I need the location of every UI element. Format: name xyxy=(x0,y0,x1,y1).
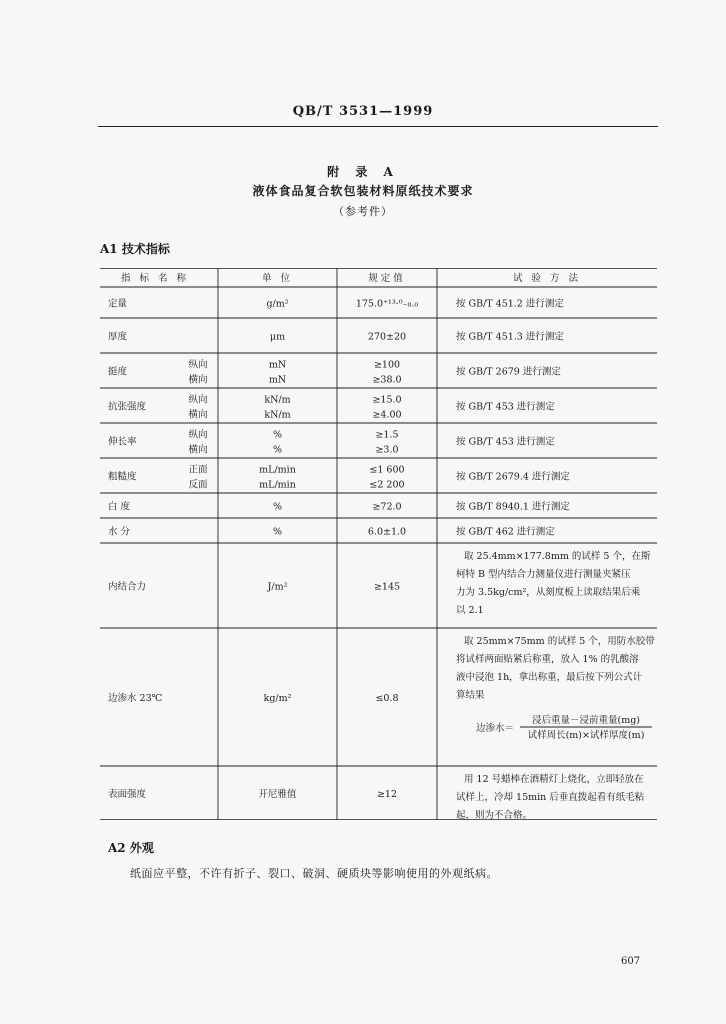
table-header-cell: 试 验 方 法 xyxy=(512,273,582,284)
row-value: ≤0.8 xyxy=(375,693,399,704)
row-value: ≥12 xyxy=(376,789,398,800)
row-name: 定量 xyxy=(108,298,128,310)
row-value: ≥4.00 xyxy=(372,409,402,421)
row-value: ≤1 600 xyxy=(369,464,405,476)
row-method-line: 以 2.1 xyxy=(456,605,484,616)
row-unit: mN xyxy=(268,359,287,371)
row-method-line: 用 12 号蜡棒在酒精灯上烧化，立即轻放在 xyxy=(464,774,644,785)
row-subname: 纵向 xyxy=(188,394,208,406)
row-unit: % xyxy=(272,444,283,456)
row-unit: kN/m xyxy=(264,394,291,406)
row-value: ≥145 xyxy=(373,581,401,593)
table-header-cell: 规定值 xyxy=(368,273,406,284)
row-method-line: 取 25.4mm×177.8mm 的试样 5 个，在斯 xyxy=(464,551,651,562)
row-name: 水 分 xyxy=(108,526,131,538)
row-method: 按 GB/T 451.2 进行测定 xyxy=(456,298,564,310)
formula-lhs: 边渗水＝ xyxy=(476,723,515,734)
row-unit: % xyxy=(272,501,283,513)
section-a1-title: A1 技术指标 xyxy=(100,242,170,256)
row-value: ≥100 xyxy=(373,359,401,371)
row-name: 边渗水 23℃ xyxy=(108,693,163,704)
row-subname: 正面 xyxy=(188,464,208,476)
row-unit: kg/m² xyxy=(263,693,292,704)
appendix-title: 液体食品复合软包装材料原纸技术要求 xyxy=(252,184,474,198)
row-name: 抗张强度 xyxy=(108,401,147,413)
row-subname: 纵向 xyxy=(188,359,208,371)
row-unit: mN xyxy=(268,374,287,386)
row-unit: % xyxy=(272,526,283,538)
row-unit: mL/min xyxy=(259,464,296,476)
row-method: 按 GB/T 453 进行测定 xyxy=(456,401,555,413)
row-unit: % xyxy=(272,429,283,441)
row-method-line: 力为 3.5kg/cm²，从刻度板上读取结果后乘 xyxy=(456,587,641,598)
standard-code-header: QB/T 3531—1999 xyxy=(292,104,434,119)
row-method-line: 液中浸泡 1h，拿出称重，最后按下列公式计 xyxy=(456,672,643,683)
table-cells xyxy=(108,272,655,820)
row-value: 270±20 xyxy=(367,331,407,343)
row-method: 按 GB/T 451.3 进行测定 xyxy=(456,331,564,343)
header-rule xyxy=(98,126,658,127)
row-subname: 横向 xyxy=(188,444,208,456)
row-method-line: 柯特 B 型内结合力测量仪进行测量夹紧压 xyxy=(456,569,631,580)
formula-numerator: 浸后重量－浸前重量(mg) xyxy=(531,715,641,726)
row-value: ≥15.0 xyxy=(372,394,402,406)
row-subname: 横向 xyxy=(188,374,208,386)
page-number: 607 xyxy=(621,956,641,967)
appendix-note: （参考件） xyxy=(333,205,393,218)
spec-table xyxy=(100,268,657,820)
section-a2-title: A2 外观 xyxy=(108,841,154,855)
row-name: 内结合力 xyxy=(108,581,147,593)
row-method-line: 算结果 xyxy=(456,690,485,701)
row-value: ≥38.0 xyxy=(372,374,402,386)
row-unit: g/m² xyxy=(266,298,289,310)
row-name: 厚度 xyxy=(108,331,128,343)
row-unit: mL/min xyxy=(259,479,296,491)
row-unit: 开尼雅值 xyxy=(258,789,297,800)
row-method-line: 将试样两面贴紧后称重，放入 1% 的乳酸溶 xyxy=(456,654,639,665)
row-method: 按 GB/T 462 进行测定 xyxy=(456,526,555,538)
row-subname: 纵向 xyxy=(188,429,208,441)
row-value: ≥72.0 xyxy=(372,501,402,513)
row-value: 6.0±1.0 xyxy=(367,526,407,538)
formula-denominator: 试样周长(m)×试样厚度(m) xyxy=(527,730,645,741)
row-value: ≥1.5 xyxy=(375,429,399,441)
section-a2-text: 纸面应平整，不许有折子、裂口、破洞、硬质块等影响使用的外观纸病。 xyxy=(130,867,498,880)
row-name: 伸长率 xyxy=(108,436,137,448)
row-unit: J/m² xyxy=(267,581,288,593)
row-name: 白 度 xyxy=(108,501,131,513)
row-name: 表面强度 xyxy=(108,789,147,800)
row-method: 按 GB/T 8940.1 进行测定 xyxy=(456,501,570,513)
row-subname: 横向 xyxy=(188,409,208,421)
row-value: ≥3.0 xyxy=(375,444,399,456)
row-subname: 反面 xyxy=(188,479,208,491)
row-method: 按 GB/T 453 进行测定 xyxy=(456,436,555,448)
row-method-line: 起，则为不合格。 xyxy=(456,810,533,820)
table-header-cell: 单 位 xyxy=(261,273,294,284)
appendix-label: 附 录 A xyxy=(327,165,399,179)
row-method: 按 GB/T 2679 进行测定 xyxy=(456,366,561,378)
table-header-cell: 指 标 名 称 xyxy=(120,273,190,284)
row-method-line: 取 25mm×75mm 的试样 5 个，用防水胶带 xyxy=(464,636,655,647)
row-value: 175.0⁺¹³·⁰₋₈.₀ xyxy=(355,298,419,310)
row-value: ≤2 200 xyxy=(369,479,405,491)
row-unit: kN/m xyxy=(264,409,291,421)
row-method-line: 试样上，冷却 15min 后垂直拨起看有纸毛粘 xyxy=(456,792,645,803)
row-unit: μm xyxy=(269,331,286,343)
row-name: 挺度 xyxy=(108,366,128,378)
row-method: 按 GB/T 2679.4 进行测定 xyxy=(456,471,570,483)
row-name: 粗糙度 xyxy=(108,471,137,483)
